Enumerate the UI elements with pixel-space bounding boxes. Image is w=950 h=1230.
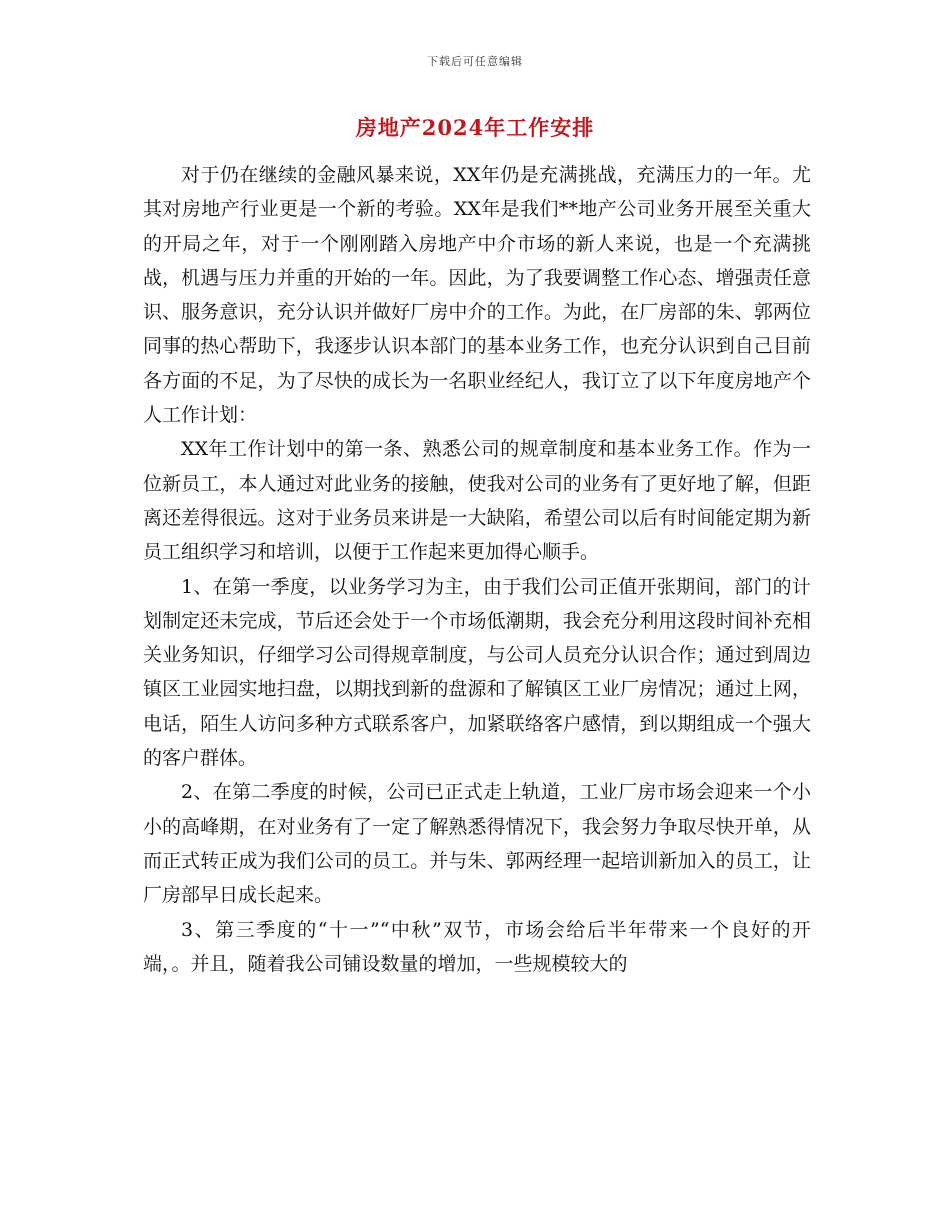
document-title: 房地产2024年工作安排: [355, 115, 595, 140]
paragraph-intro: 对于仍在继续的金融风暴来说，XX年仍是充满挑战，充满压力的一年。尤其对房地产行业更是一个新的考验。XX年是我们**地产公司业务开展至关重大的开局之年，对于一个刚刚踏入房地产中介市场的新人来说，也是一个充满挑战，机遇与压力并重的开始的一年。因此，为了我要调整工作心态、增强责任意识、服务意识，充分认识并做好厂房中介的工作。为此，在厂房部的朱、郭两位同事的热心帮助下，我逐步认识本部门的基本业务工作，也充分认识到自己目前各方面的不足，为了尽快的成长为一名职业经纪人，我订立了以下年度房地产个人工作计划：: [143, 164, 811, 427]
header-note: 下载后可任意编辑: [427, 55, 523, 68]
paragraph-plan-item-one: XX年工作计划中的第一条、熟悉公司的规章制度和基本业务工作。作为一位新员工，本人通过对此业务的接触，使我对公司的业务有了更好地了解，但距离还差得很远。这对于业务员来讲是一大缺陷，希望公司以后有时间能定期为新员工组织学习和培训，以便于工作起来更加得心顺手。: [143, 438, 811, 564]
paragraph-third-quarter: 3、第三季度的“十一”“中秋”双节，市场会给后半年带来一个良好的开端，。并且，随着我公司铺设数量的增加，一些规模较大的: [143, 918, 811, 975]
paragraph-second-quarter: 2、在第二季度的时候，公司已正式走上轨道，工业厂房市场会迎来一个小小的高峰期，在对业务有了一定了解熟悉得情况下，我会努力争取尽快开单，从而正式转正成为我们公司的员工。并与朱、郭两经理一起培训新加入的员工，让厂房部早日成长起来。: [143, 781, 811, 907]
document-body: [143, 158, 811, 981]
paragraph-first-quarter: 1、在第一季度，以业务学习为主，由于我们公司正值开张期间，部门的计划制定还未完成，节后还会处于一个市场低潮期，我会充分利用这段时间补充相关业务知识，仔细学习公司得规章制度，与公司人员充分认识合作；通过到周边镇区工业园实地扫盘，以期找到新的盘源和了解镇区工业厂房情况；通过上网，电话，陌生人访问多种方式联系客户，加紧联络客户感情，到以期组成一个强大的客户群体。: [143, 575, 811, 770]
